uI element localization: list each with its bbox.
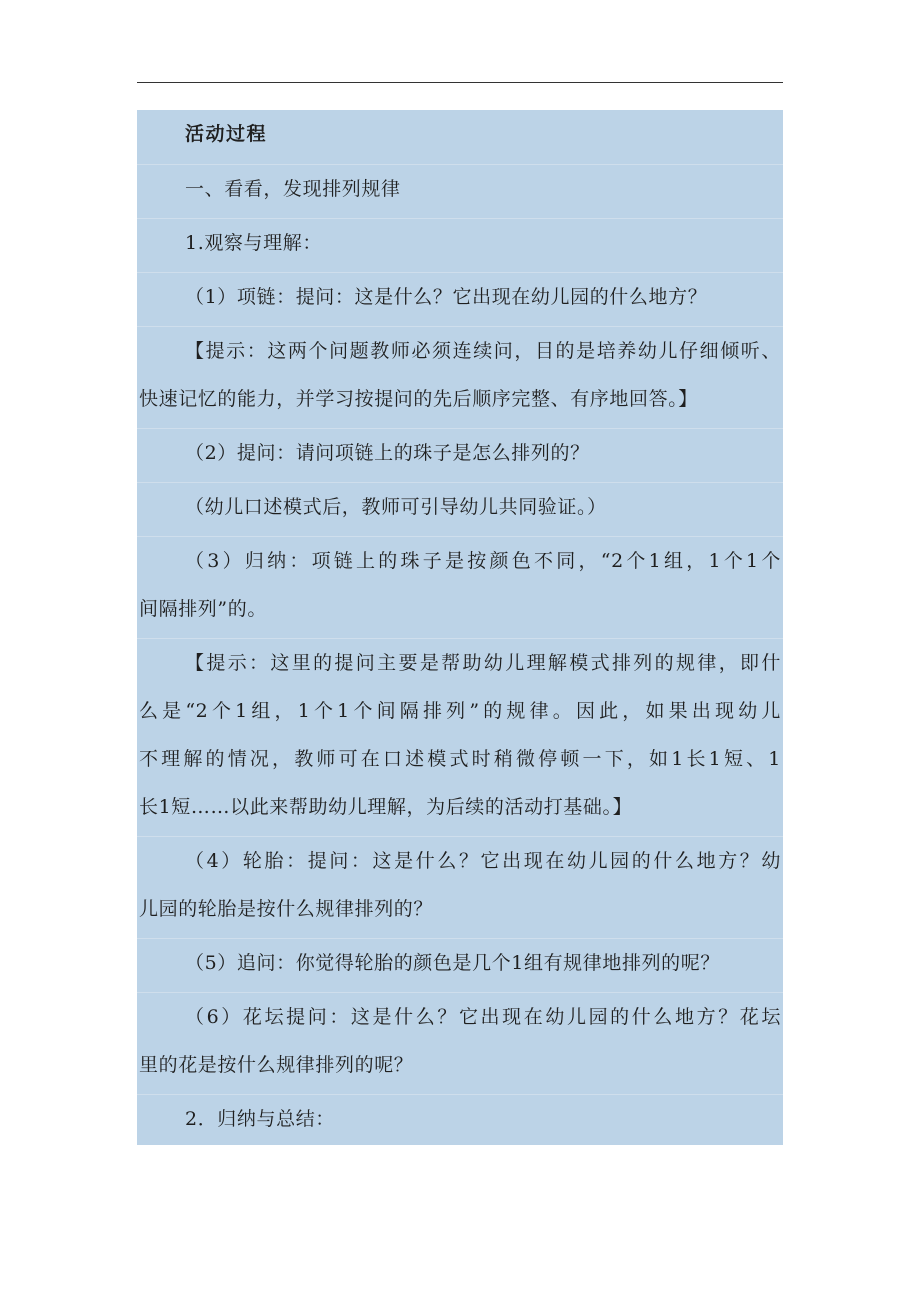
section-title: 一、看看，发现排列规律 <box>185 178 401 200</box>
paragraph-line: 儿园的轮胎是按什么规律排列的？ <box>139 898 434 920</box>
paragraph-line: 【提示：这里的提问主要是帮助幼儿理解模式排列的规律，即什 <box>185 652 781 674</box>
subsection-title: 1.观察与理解： <box>185 232 322 254</box>
row-heading <box>137 110 783 165</box>
paragraph-line: 不理解的情况，教师可在口述模式时稍微停顿一下，如1长1短、1 <box>139 748 781 770</box>
paragraph-line: 长1短……以此来帮助幼儿理解，为后续的活动打基础。】 <box>139 796 633 818</box>
row-sub-2 <box>137 1095 783 1145</box>
header-rule <box>137 82 783 83</box>
paragraph-line: 里的花是按什么规律排列的呢？ <box>139 1054 414 1076</box>
subsection-title: 2．归纳与总结： <box>185 1108 335 1130</box>
row-tip-1 <box>137 327 783 429</box>
row-item-6 <box>137 993 783 1095</box>
paragraph-line: （2）提问：请问项链上的珠子是怎么排列的？ <box>185 442 590 464</box>
paragraph-line: （4）轮胎：提问：这是什么？它出现在幼儿园的什么地方？幼 <box>185 850 781 872</box>
paragraph-line: （5）追问：你觉得轮胎的颜色是几个1组有规律地排列的呢？ <box>185 952 720 974</box>
paragraph-line: 么是“2个1组，1个1个间隔排列”的规律。因此，如果出现幼儿 <box>139 700 781 722</box>
row-item-3 <box>137 537 783 639</box>
paragraph-line: （1）项链：提问：这是什么？它出现在幼儿园的什么地方？ <box>185 286 708 308</box>
row-tip-2 <box>137 639 783 837</box>
activity-heading: 活动过程 <box>185 123 268 145</box>
paragraph-line: 快速记忆的能力，并学习按提问的先后顺序完整、有序地回答。】 <box>139 388 698 410</box>
row-item-5 <box>137 939 783 993</box>
row-sub-1 <box>137 219 783 273</box>
content-block <box>137 110 783 1145</box>
row-note-2 <box>137 483 783 537</box>
paragraph-line: （3）归纳：项链上的珠子是按颜色不同，“2个1组，1个1个 <box>185 550 781 572</box>
paragraph-line: 间隔排列”的。 <box>139 598 267 620</box>
paragraph-line: 【提示：这两个问题教师必须连续问，目的是培养幼儿仔细倾听、 <box>185 340 781 362</box>
row-item-1 <box>137 273 783 327</box>
row-section-1 <box>137 165 783 219</box>
paragraph-line: （幼儿口述模式后，教师可引导幼儿共同验证。） <box>185 496 607 518</box>
paragraph-line: （6）花坛提问：这是什么？它出现在幼儿园的什么地方？花坛 <box>185 1006 781 1028</box>
row-item-2 <box>137 429 783 483</box>
row-item-4 <box>137 837 783 939</box>
